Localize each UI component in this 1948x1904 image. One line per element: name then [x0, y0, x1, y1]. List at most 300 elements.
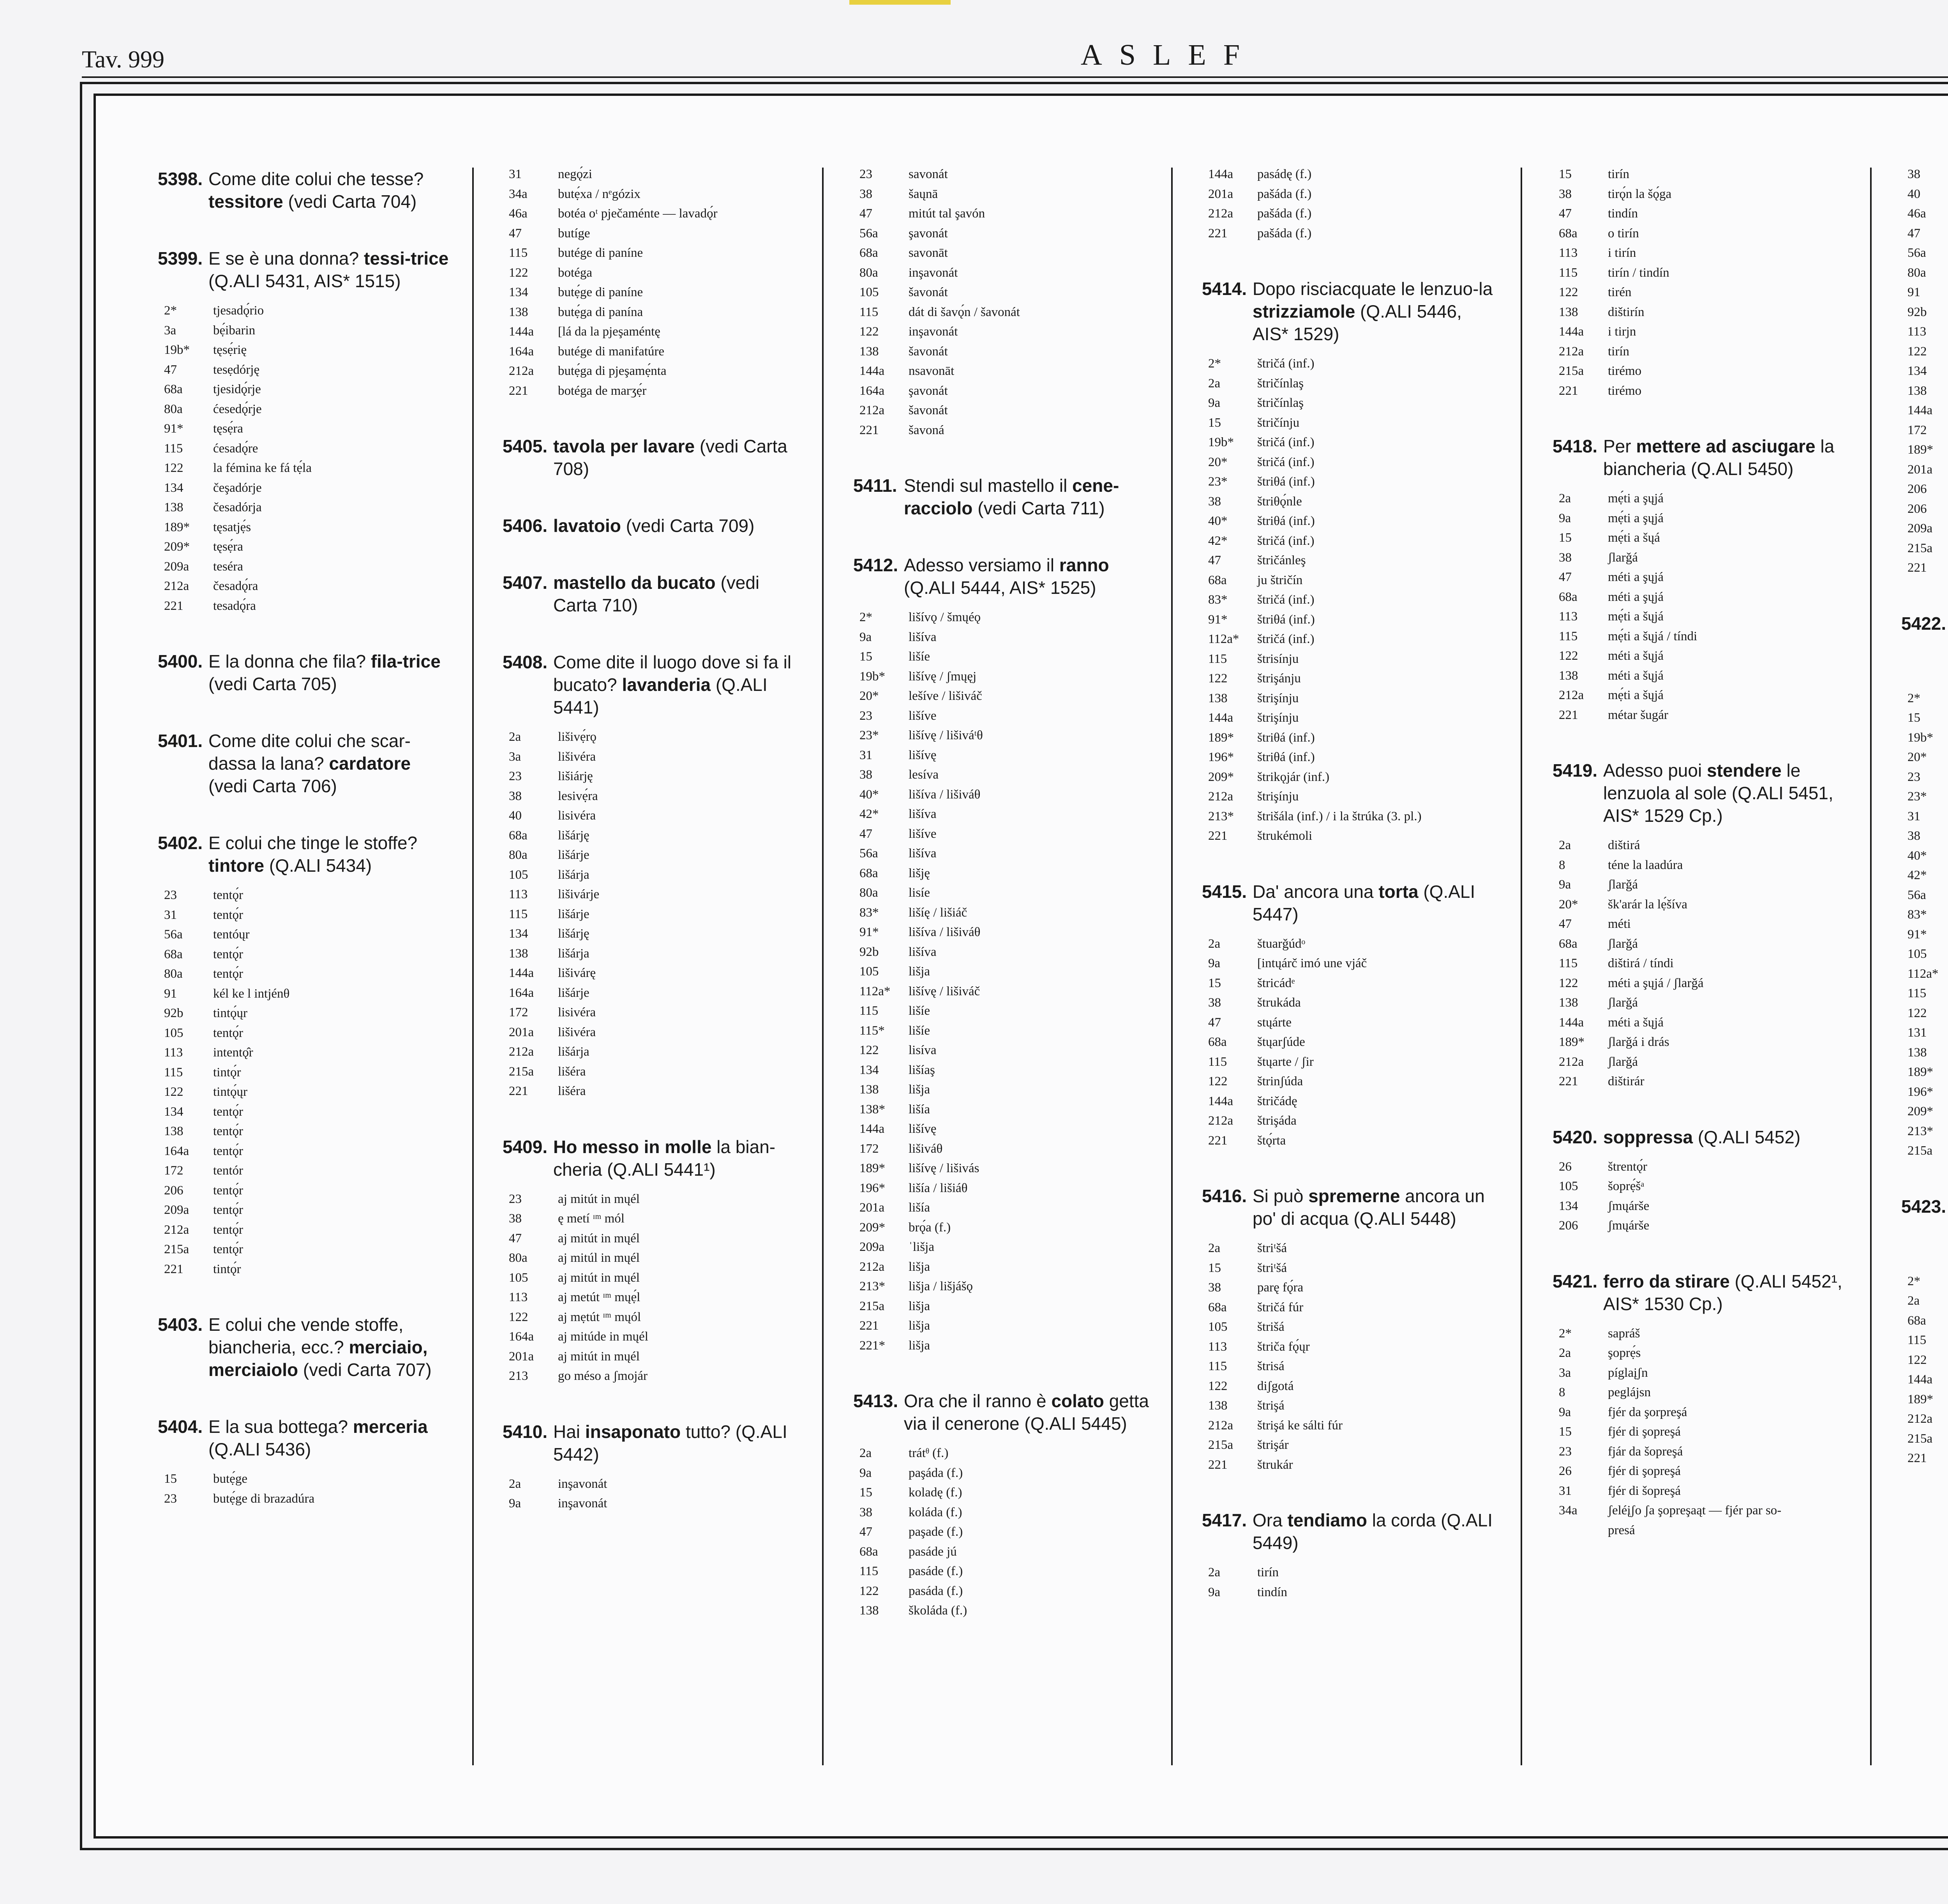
response-row — [1553, 1052, 1849, 1072]
response-list — [1901, 164, 1948, 578]
dialect-form: štųarʃúde — [1257, 1035, 1305, 1049]
response-row — [158, 1063, 454, 1083]
locality-code: 9a — [1559, 1405, 1571, 1419]
response-row — [1553, 263, 1849, 283]
question-reference: le lenzuola al sole (Q.ALI 5451, AIS* 1529 Cp.) — [1603, 760, 1833, 826]
locality-code: 56a — [1907, 888, 1926, 902]
response-row — [1553, 835, 1849, 855]
text-column-6 — [1901, 156, 1948, 1472]
dialect-form: pašáda (f.) — [1257, 226, 1312, 240]
text-column-1 — [158, 156, 454, 1512]
question-prompt: Stendi sul mastello il — [904, 475, 1068, 496]
dialect-form: štričínju — [1257, 415, 1300, 430]
question-keyword: lavatoio — [553, 516, 621, 536]
locality-code: 112a* — [859, 984, 891, 998]
response-row — [1553, 993, 1849, 1013]
dialect-form: ʃmųárše — [1608, 1199, 1650, 1213]
locality-code: 23 — [164, 1491, 177, 1506]
locality-code: 122 — [509, 265, 528, 280]
locality-code: 134 — [164, 1104, 184, 1119]
locality-code: 3a — [1559, 1365, 1571, 1380]
locality-code: 221 — [1208, 1457, 1228, 1472]
question-text — [208, 832, 454, 877]
dialect-form: tesadǫ́ra — [213, 599, 256, 613]
dialect-form: štričá (inf.) — [1257, 593, 1315, 607]
response-row — [853, 1316, 1149, 1336]
question-reference: (vedi Carta 710) — [553, 572, 760, 615]
locality-code: 31 — [164, 908, 177, 922]
question-number: 5417. — [1202, 1510, 1247, 1530]
dialect-form: presá — [1608, 1523, 1635, 1537]
dialect-form: šavoná — [909, 423, 944, 437]
response-list — [503, 727, 799, 1101]
response-row — [1202, 747, 1498, 767]
locality-code: 56a — [1907, 246, 1926, 260]
response-row — [158, 1102, 454, 1122]
response-row — [503, 963, 799, 983]
response-row — [503, 1268, 799, 1288]
locality-code: 2a — [859, 1446, 872, 1460]
question-number: 5412. — [853, 555, 898, 575]
locality-code: 134 — [859, 1063, 879, 1077]
locality-code: 189* — [1208, 730, 1234, 745]
question-text — [1253, 1509, 1498, 1554]
response-row — [853, 726, 1149, 745]
dialect-form: métar šugár — [1608, 708, 1668, 722]
dialect-form: štrişáda — [1257, 1114, 1297, 1128]
locality-code: 2a — [1208, 376, 1221, 390]
question-number: 5418. — [1553, 436, 1598, 456]
locality-code: 15 — [1208, 976, 1221, 990]
locality-code: 122 — [1907, 344, 1927, 359]
response-row — [158, 576, 454, 596]
locality-code: 40* — [1208, 514, 1228, 528]
response-row — [503, 302, 799, 322]
locality-code: 80a — [859, 886, 878, 900]
locality-code: 31 — [859, 748, 872, 762]
response-row — [853, 844, 1149, 864]
question-keyword: cene-racciolo — [904, 475, 1119, 518]
response-row — [1553, 1072, 1849, 1092]
dialect-form: ę metí ᶦᵐ mól — [558, 1212, 625, 1226]
response-row — [1553, 1343, 1849, 1363]
dialect-form: butége di paníne — [558, 246, 643, 260]
response-row — [1901, 865, 1948, 885]
response-list — [1202, 1238, 1498, 1475]
question-entry — [158, 168, 454, 213]
question-entry — [158, 1313, 454, 1381]
locality-code: 138 — [1559, 305, 1578, 319]
dialect-form: aj mitút in mųél — [558, 1349, 640, 1364]
locality-code: 105 — [164, 1026, 184, 1040]
dialect-form: tirén — [1608, 285, 1632, 299]
question-text — [208, 650, 454, 695]
locality-code: 2a — [1208, 936, 1221, 951]
dialect-form: botéa oᵗ pječaménte — lavadǫ́r — [558, 207, 718, 221]
locality-code: 23 — [1559, 1444, 1572, 1459]
locality-code: 144a — [1208, 167, 1233, 181]
locality-code: 68a — [164, 947, 183, 961]
locality-code: 122 — [1208, 1074, 1228, 1088]
dialect-form: štrişá ke sálti fúr — [1257, 1418, 1343, 1432]
locality-code: 138 — [859, 1604, 879, 1618]
locality-code: 23 — [859, 708, 872, 723]
locality-code: 68a — [1559, 936, 1577, 951]
dialect-form: lišíva — [909, 807, 937, 821]
dialect-form: lišívę — [909, 1122, 937, 1136]
dialect-form: tintǫ́r — [213, 1065, 241, 1079]
dialect-form: lišárja — [558, 1045, 589, 1059]
locality-code: 31 — [509, 167, 522, 181]
text-column-5 — [1553, 156, 1849, 1544]
question-reference: la corda (Q.ALI 5449) — [1253, 1510, 1493, 1553]
dialect-form: čeşadórje — [213, 480, 262, 495]
response-row — [1901, 1429, 1948, 1449]
top-accent-strip — [849, 0, 951, 5]
locality-code: 2a — [509, 730, 521, 744]
dialect-form: méti a şųjá / ʃlarǧá — [1608, 976, 1704, 990]
response-row — [853, 224, 1149, 244]
dialect-form: ʃlarǧá i drás — [1608, 1035, 1669, 1049]
locality-code: 221 — [859, 1319, 879, 1333]
dialect-form: tirémo — [1608, 364, 1642, 378]
dialect-form: lišéra — [558, 1064, 586, 1079]
locality-code: 115 — [859, 305, 879, 319]
dialect-form: méti a šųjá — [1608, 649, 1664, 663]
response-row — [158, 945, 454, 964]
question-entry — [503, 1420, 799, 1466]
dialect-form: píglaįʃn — [1608, 1365, 1648, 1380]
response-row — [853, 627, 1149, 647]
question-reference: (Q.ALI 5434) — [269, 855, 372, 876]
locality-code: 212a — [859, 403, 885, 417]
locality-code: 138 — [859, 344, 879, 359]
locality-code: 9a — [1208, 396, 1221, 410]
question-number: 5407. — [503, 572, 548, 593]
dialect-form: peglájsn — [1608, 1385, 1651, 1399]
dialect-form: štrişá — [1257, 1399, 1285, 1413]
question-keyword: Ho messo in molle — [553, 1136, 712, 1157]
locality-code: 206 — [1907, 502, 1927, 516]
locality-code: 105 — [859, 285, 879, 299]
response-list — [1202, 354, 1498, 846]
locality-code: 113 — [1559, 246, 1578, 260]
question-prompt: Hai — [553, 1421, 581, 1442]
locality-code: 23 — [164, 888, 177, 902]
locality-code: 3a — [509, 749, 521, 764]
response-row — [1553, 1402, 1849, 1422]
response-row — [158, 925, 454, 945]
response-row — [1901, 1003, 1948, 1023]
response-row — [158, 596, 454, 616]
locality-code: 46a — [1907, 207, 1926, 221]
response-row — [1901, 925, 1948, 945]
locality-code: 20* — [1208, 455, 1228, 469]
response-row — [1202, 689, 1498, 708]
response-row — [1202, 934, 1498, 954]
locality-code: 26 — [1559, 1464, 1572, 1478]
response-list — [503, 164, 799, 401]
question-reference: la bian-cheria (Q.ALI 5441¹) — [553, 1136, 776, 1180]
locality-code: 15 — [859, 650, 872, 664]
response-row — [1901, 807, 1948, 827]
dialect-form: štrišá — [1257, 1320, 1285, 1334]
locality-code: 221 — [1559, 708, 1578, 722]
dialect-form: sapráš — [1608, 1326, 1640, 1341]
column-divider — [472, 168, 474, 1765]
question-reference: getta via il cenerone (Q.ALI 5445) — [904, 1391, 1149, 1434]
locality-code: 105 — [509, 867, 528, 882]
dialect-form: lešíve / lišiváč — [909, 689, 982, 703]
question-number: 5406. — [503, 516, 548, 536]
response-row — [853, 1001, 1149, 1021]
response-row — [1901, 1062, 1948, 1082]
response-row — [853, 1237, 1149, 1257]
response-row — [503, 164, 799, 184]
dialect-form: lišárja — [558, 946, 589, 961]
question-text — [1253, 880, 1498, 926]
locality-code: 134 — [509, 285, 528, 299]
locality-code: 2* — [1559, 1326, 1572, 1341]
dialect-form: lišíe — [909, 1023, 930, 1038]
response-row — [1901, 342, 1948, 362]
response-row — [1202, 629, 1498, 649]
response-row — [853, 1443, 1149, 1463]
response-row — [1901, 283, 1948, 302]
locality-code: 23* — [1208, 475, 1228, 489]
dialect-form: štrişínju — [1257, 790, 1299, 804]
atlas-title: ASLEF — [1080, 39, 1257, 71]
locality-code: 212a — [1907, 1412, 1933, 1426]
dialect-form: parę fǫ́ra — [1257, 1281, 1304, 1295]
response-row — [853, 804, 1149, 824]
response-row — [158, 1003, 454, 1023]
question-reference: (vedi Carta 711) — [978, 498, 1105, 518]
response-row — [853, 765, 1149, 785]
response-row — [1202, 452, 1498, 472]
locality-code: 38 — [1559, 187, 1572, 201]
dialect-form: dištirá — [1608, 838, 1640, 852]
locality-code: 2* — [164, 304, 177, 318]
question-prompt: Come dite il luogo dove si fa il bucato? — [553, 652, 792, 695]
dialect-form: nsavonāt — [909, 364, 955, 378]
locality-code: 15 — [1559, 1425, 1572, 1439]
response-list — [1202, 934, 1498, 1151]
locality-code: 212a — [164, 579, 189, 593]
response-row — [1553, 204, 1849, 224]
dialect-form: tentǫ́r — [213, 1203, 243, 1217]
response-row — [1901, 689, 1948, 708]
response-row — [158, 1240, 454, 1259]
dialect-form: paşáda (f.) — [909, 1466, 963, 1480]
locality-code: 209a — [1907, 521, 1933, 535]
locality-code: 189* — [1907, 1392, 1933, 1406]
response-row — [1553, 895, 1849, 915]
locality-code: 38 — [1907, 167, 1920, 181]
dialect-form: lišíva — [909, 630, 937, 644]
dialect-form: štrentǫ́r — [1608, 1159, 1647, 1174]
locality-code: 122 — [509, 1310, 528, 1324]
response-row — [1553, 342, 1849, 362]
dialect-form: tintǫ́ųr — [213, 1085, 247, 1099]
locality-code: 40* — [1907, 848, 1927, 863]
question-entry — [1202, 1185, 1498, 1230]
response-row — [158, 1043, 454, 1063]
dialect-form: tęsẹ́ra — [213, 540, 243, 554]
locality-code: 15 — [1559, 531, 1572, 545]
response-row — [853, 1277, 1149, 1296]
response-row — [853, 686, 1149, 706]
response-row — [853, 1178, 1149, 1198]
response-row — [1901, 440, 1948, 460]
locality-code: 15 — [1907, 711, 1920, 725]
locality-code: 15 — [1208, 1261, 1221, 1275]
dialect-form: i tirjn — [1608, 325, 1636, 339]
locality-code: 138* — [859, 1102, 885, 1116]
dialect-form: şoprẹ́s — [1608, 1346, 1641, 1360]
locality-code: 38 — [859, 1505, 872, 1519]
locality-code: 201a — [1907, 462, 1933, 477]
response-row — [853, 361, 1149, 381]
response-row — [503, 243, 799, 263]
dialect-form: paşade (f.) — [909, 1525, 963, 1539]
dialect-form: dištirár — [1608, 1074, 1645, 1088]
locality-code: 56a — [859, 846, 878, 860]
response-row — [1202, 1356, 1498, 1376]
question-keyword: stendere — [1706, 760, 1782, 781]
response-row — [853, 1021, 1149, 1041]
response-row — [158, 885, 454, 905]
dialect-form: tentǫ́r — [213, 1124, 243, 1138]
response-row — [1901, 1023, 1948, 1043]
response-row — [158, 498, 454, 518]
question-number: 5421. — [1553, 1271, 1598, 1291]
question-number: 5423. — [1901, 1196, 1946, 1217]
question-entry — [1202, 277, 1498, 345]
response-row — [1202, 551, 1498, 570]
dialect-form: ʃlarǧá — [1608, 878, 1638, 892]
locality-code: 19b* — [1208, 435, 1234, 449]
response-row — [1202, 1052, 1498, 1072]
dialect-form: ćesadǫ́re — [213, 441, 258, 456]
response-row — [1553, 1196, 1849, 1216]
response-row — [1901, 1409, 1948, 1429]
dialect-form: lišárję — [558, 927, 589, 941]
locality-code: 91 — [164, 986, 177, 1001]
locality-code: 80a — [1907, 265, 1926, 280]
locality-code: 138 — [1907, 1045, 1927, 1060]
question-entry — [1202, 880, 1498, 926]
dialect-form: pasádę (f.) — [1257, 167, 1312, 181]
response-row — [503, 1474, 799, 1494]
dialect-form: štričádę — [1257, 1094, 1297, 1108]
locality-code: 221 — [1208, 1133, 1228, 1148]
locality-code: 164a — [164, 1144, 189, 1158]
response-row — [158, 478, 454, 498]
dialect-form: šoprẹ́šᵃ — [1608, 1179, 1645, 1193]
response-row — [1553, 855, 1849, 875]
dialect-form: tjesidǫ́rje — [213, 382, 261, 396]
response-list — [1553, 835, 1849, 1092]
response-row — [503, 983, 799, 1003]
locality-code: 26 — [1559, 1159, 1572, 1174]
response-row — [853, 322, 1149, 342]
locality-code: 138 — [164, 500, 184, 514]
locality-code: 138 — [1208, 691, 1228, 705]
dialect-form: šaųnā — [909, 187, 938, 201]
locality-code: 47 — [1559, 207, 1572, 221]
response-row — [853, 903, 1149, 923]
locality-code: 80a — [509, 1251, 528, 1265]
response-row — [1553, 322, 1849, 342]
dialect-form: lišíva / lišiváθ — [909, 925, 981, 939]
response-row — [853, 1100, 1149, 1120]
locality-code: 172 — [509, 1005, 528, 1019]
question-entry — [503, 651, 799, 719]
locality-code: 31 — [1559, 1484, 1572, 1498]
dialect-form: pasáde (f.) — [909, 1564, 963, 1578]
dialect-form: butége di manifatúre — [558, 344, 665, 359]
response-row — [1553, 973, 1849, 993]
locality-code: 92b — [1907, 305, 1927, 319]
response-row — [1553, 243, 1849, 263]
dialect-form: şavonát — [909, 226, 948, 240]
locality-code: 209* — [859, 1220, 885, 1235]
question-keyword: cardatore — [329, 753, 411, 774]
dialect-form: fjér di šopreşá — [1608, 1484, 1681, 1498]
locality-code: 196* — [859, 1181, 885, 1195]
question-keyword: fila-trice — [371, 651, 441, 671]
dialect-form: koladę (f.) — [909, 1485, 962, 1500]
dialect-form: méti a şųjá — [1608, 590, 1664, 604]
locality-code: 122 — [1559, 976, 1578, 990]
question-number: 5415. — [1202, 881, 1247, 902]
response-row — [1553, 302, 1849, 322]
dialect-form: kél ke l intjénθ — [213, 986, 290, 1001]
dialect-form: lišivéra — [558, 1025, 596, 1039]
response-row — [1901, 1141, 1948, 1161]
question-text — [1603, 435, 1849, 480]
plate-number: Tav. 999 — [82, 46, 165, 73]
dialect-form: tirǫ́n la šǫ́ga — [1608, 187, 1672, 201]
locality-code: 92b — [859, 945, 879, 959]
response-row — [1553, 489, 1849, 509]
dialect-form: šavonát — [909, 403, 948, 417]
response-row — [1901, 184, 1948, 204]
locality-code: 115 — [859, 1004, 879, 1018]
response-list — [158, 885, 454, 1279]
response-list — [1553, 1324, 1849, 1540]
response-row — [503, 786, 799, 806]
response-row — [1901, 767, 1948, 787]
dialect-form: tęsẹ́rię — [213, 343, 247, 357]
locality-code: 212a — [1208, 1418, 1233, 1432]
question-keyword: tavola per lavare — [553, 436, 695, 456]
response-row — [158, 1082, 454, 1102]
dialect-form: aj metút ᶦᵐ mųẹ́l — [558, 1290, 641, 1304]
response-row — [853, 1561, 1149, 1581]
question-text — [553, 651, 799, 719]
locality-code: 9a — [1559, 878, 1571, 892]
response-list — [1553, 1157, 1849, 1236]
question-number: 5409. — [503, 1136, 548, 1157]
locality-code: 91* — [164, 422, 184, 436]
locality-code: 144a — [1559, 325, 1584, 339]
dialect-form: štųarte / ʃir — [1257, 1054, 1314, 1069]
locality-code: 201a — [859, 1201, 885, 1215]
response-row — [1553, 1157, 1849, 1177]
response-row — [1553, 1422, 1849, 1442]
